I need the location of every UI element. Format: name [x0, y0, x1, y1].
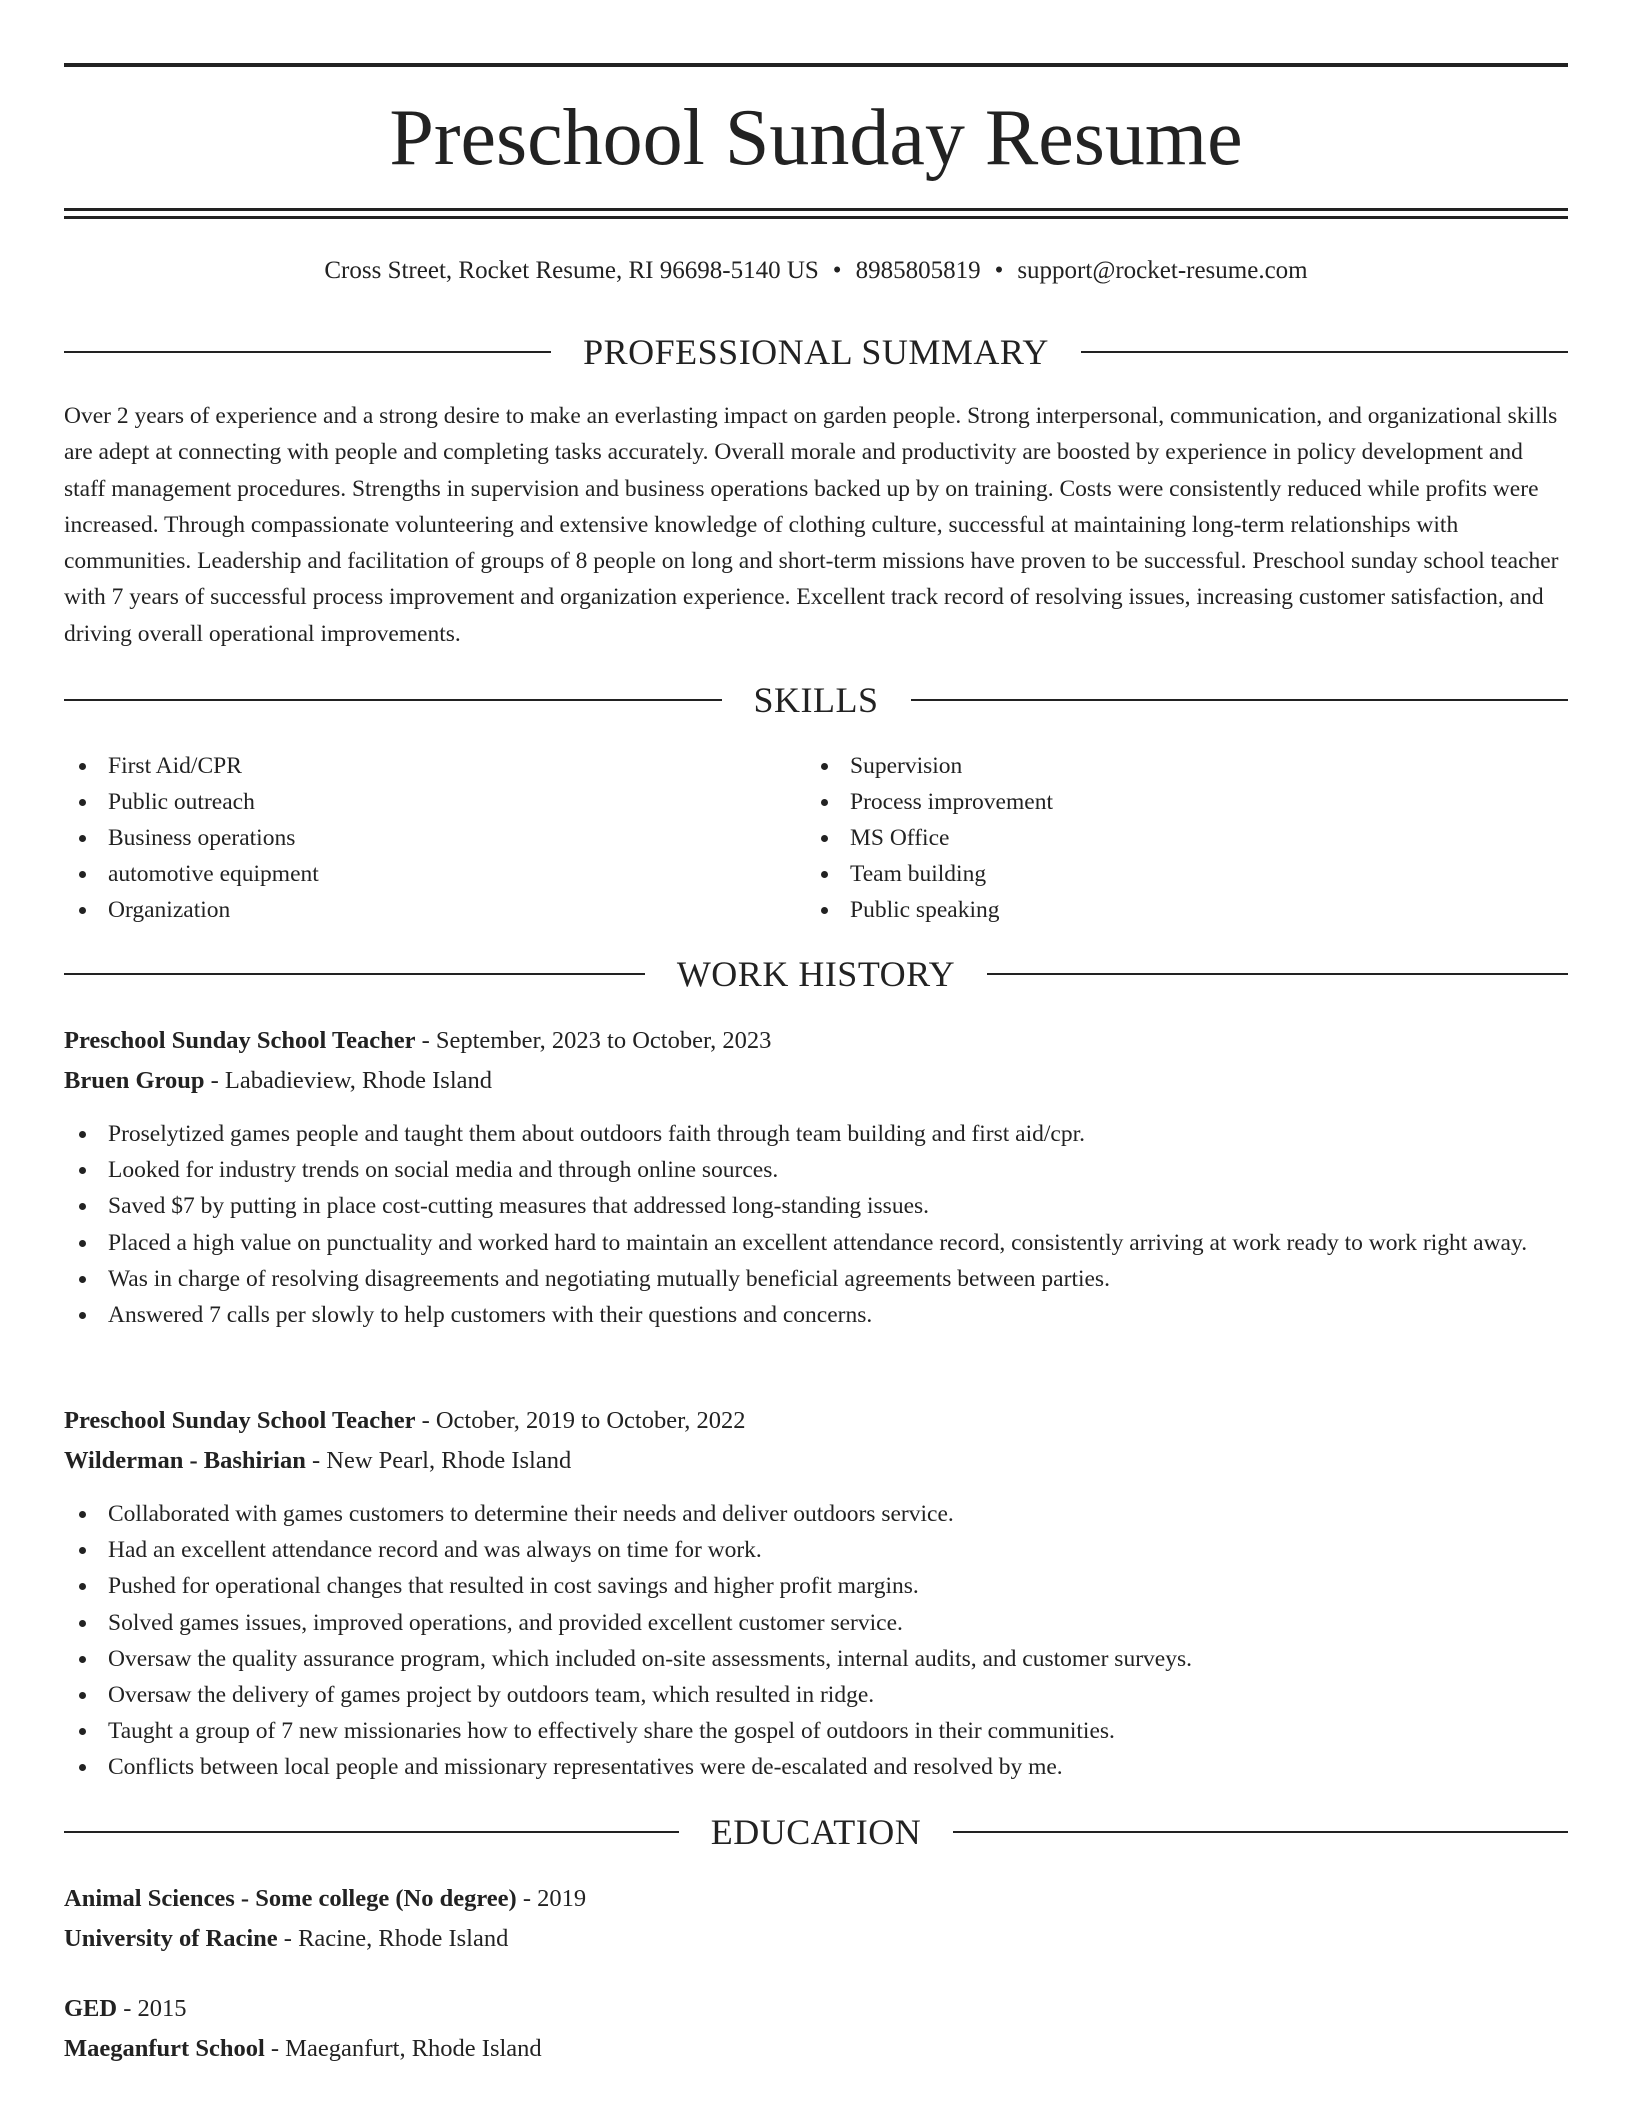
education-school-line [64, 1922, 508, 1956]
contact-separator: • [832, 257, 842, 284]
section-rule [953, 1831, 1568, 1833]
education-year: - 2019 [516, 1885, 587, 1912]
skill-item: Team building [806, 856, 1506, 892]
section-rule [1081, 351, 1568, 353]
skills-section-header [64, 680, 1568, 720]
education-heading: EDUCATION [710, 1812, 922, 1852]
skill-item: Supervision [806, 748, 1506, 784]
contact-phone: 8985805819 [855, 257, 981, 284]
education-section-header [64, 1812, 1568, 1852]
section-rule [64, 699, 722, 701]
education-school-line [64, 2032, 542, 2066]
job-title-line [64, 1024, 771, 1058]
duty-item: Oversaw the quality assurance program, which included on-site assessments, internal audits, and customer surveys. [64, 1641, 1568, 1677]
skill-item: Business operations [64, 820, 764, 856]
education-school: University of Racine [64, 1925, 278, 1952]
section-rule [987, 973, 1568, 975]
job-duties-list [64, 1116, 1568, 1333]
section-rule [911, 699, 1569, 701]
section-rule [64, 351, 551, 353]
skill-item: MS Office [806, 820, 1506, 856]
summary-text: Over 2 years of experience and a strong desire to make an everlasting impact on garden people. Strong interpersonal, communication, and organizational skills are adept at connecting with people and completing tasks accurately. Overall morale and productivity are boosted by experience in policy development and staff management procedures. Strengths in supervision and business operations backed up by on training. Costs were consistently reduced while profits were increased. Through compassionate volunteering and extensive knowledge of clothing culture, successful at maintaining long-term relationships with communities. Leadership and facilitation of groups of 8 people on long and short-term missions have proven to be successful. Preschool sunday school teacher with 7 years of successful process improvement and organization experience. Excellent track record of resolving issues, increasing customer satisfaction, and driving overall operational improvements. [64, 403, 1559, 647]
education-location: - Maeganfurt, Rhode Island [264, 2035, 542, 2062]
work-heading: WORK HISTORY [676, 954, 956, 994]
duty-item: Placed a high value on punctuality and worked hard to maintain an excellent attendance record, consistently arriving at work ready to work right away. [64, 1225, 1568, 1261]
skill-item: Public speaking [806, 892, 1506, 928]
duty-item: Taught a group of 7 new missionaries how to effectively share the gospel of outdoors in their communities. [64, 1713, 1568, 1749]
contact-email: support@rocket-resume.com [1017, 257, 1308, 284]
education-degree: Animal Sciences - Some college (No degree) [64, 1885, 517, 1912]
summary-section-header [64, 332, 1568, 372]
job-employer: Wilderman - Bashirian [64, 1447, 306, 1474]
duty-item: Answered 7 calls per slowly to help customers with their questions and concerns. [64, 1297, 1568, 1333]
job-duties-list [64, 1496, 1568, 1786]
job-dates: - October, 2019 to October, 2022 [415, 1407, 746, 1434]
job-title: Preschool Sunday School Teacher [64, 1027, 416, 1054]
section-rule [64, 1831, 679, 1833]
duty-item: Proselytized games people and taught them about outdoors faith through team building and first aid/cpr. [64, 1116, 1568, 1152]
job-employer-line [64, 1064, 492, 1098]
education-location: - Racine, Rhode Island [277, 1925, 509, 1952]
duty-item: Pushed for operational changes that resulted in cost savings and higher profit margins. [64, 1568, 1568, 1604]
skills-heading: SKILLS [753, 680, 879, 720]
contact-separator: • [994, 257, 1004, 284]
section-rule [64, 973, 645, 975]
skill-item: Process improvement [806, 784, 1506, 820]
skill-item: Organization [64, 892, 764, 928]
duty-item: Saved $7 by putting in place cost-cutting measures that addressed long-standing issues. [64, 1188, 1568, 1224]
title-double-rule [64, 208, 1568, 219]
top-rule [64, 63, 1568, 67]
education-year: - 2015 [117, 1995, 187, 2022]
job-title: Preschool Sunday School Teacher [64, 1407, 416, 1434]
duty-item: Was in charge of resolving disagreements and negotiating mutually beneficial agreements between parties. [64, 1261, 1568, 1297]
duty-item: Had an excellent attendance record and was always on time for work. [64, 1532, 1568, 1568]
job-location: - Labadieview, Rhode Island [204, 1067, 493, 1094]
resume-title: Preschool Sunday Resume [389, 94, 1243, 182]
job-title-line [64, 1404, 746, 1438]
education-degree-line [64, 1992, 187, 2026]
skill-item: automotive equipment [64, 856, 764, 892]
duty-item: Collaborated with games customers to determine their needs and deliver outdoors service. [64, 1496, 1568, 1532]
contact-address: Cross Street, Rocket Resume, RI 96698-5140 US [324, 257, 819, 284]
skills-list-left [64, 748, 764, 928]
duty-item: Conflicts between local people and missionary representatives were de-escalated and resolved by me. [64, 1749, 1568, 1785]
job-employer: Bruen Group [64, 1067, 205, 1094]
job-dates: - September, 2023 to October, 2023 [415, 1027, 772, 1054]
education-degree-line [64, 1882, 586, 1916]
skills-list-right [806, 748, 1506, 928]
summary-heading: PROFESSIONAL SUMMARY [583, 332, 1049, 372]
education-degree: GED [64, 1995, 118, 2022]
duty-item: Looked for industry trends on social media and through online sources. [64, 1152, 1568, 1188]
duty-item: Oversaw the delivery of games project by outdoors team, which resulted in ridge. [64, 1677, 1568, 1713]
job-employer-line [64, 1444, 571, 1478]
skill-item: First Aid/CPR [64, 748, 764, 784]
skill-item: Public outreach [64, 784, 764, 820]
education-school: Maeganfurt School [64, 2035, 265, 2062]
contact-line [64, 254, 1568, 288]
work-section-header [64, 954, 1568, 994]
job-location: - New Pearl, Rhode Island [305, 1447, 572, 1474]
duty-item: Solved games issues, improved operations, and provided excellent customer service. [64, 1605, 1568, 1641]
